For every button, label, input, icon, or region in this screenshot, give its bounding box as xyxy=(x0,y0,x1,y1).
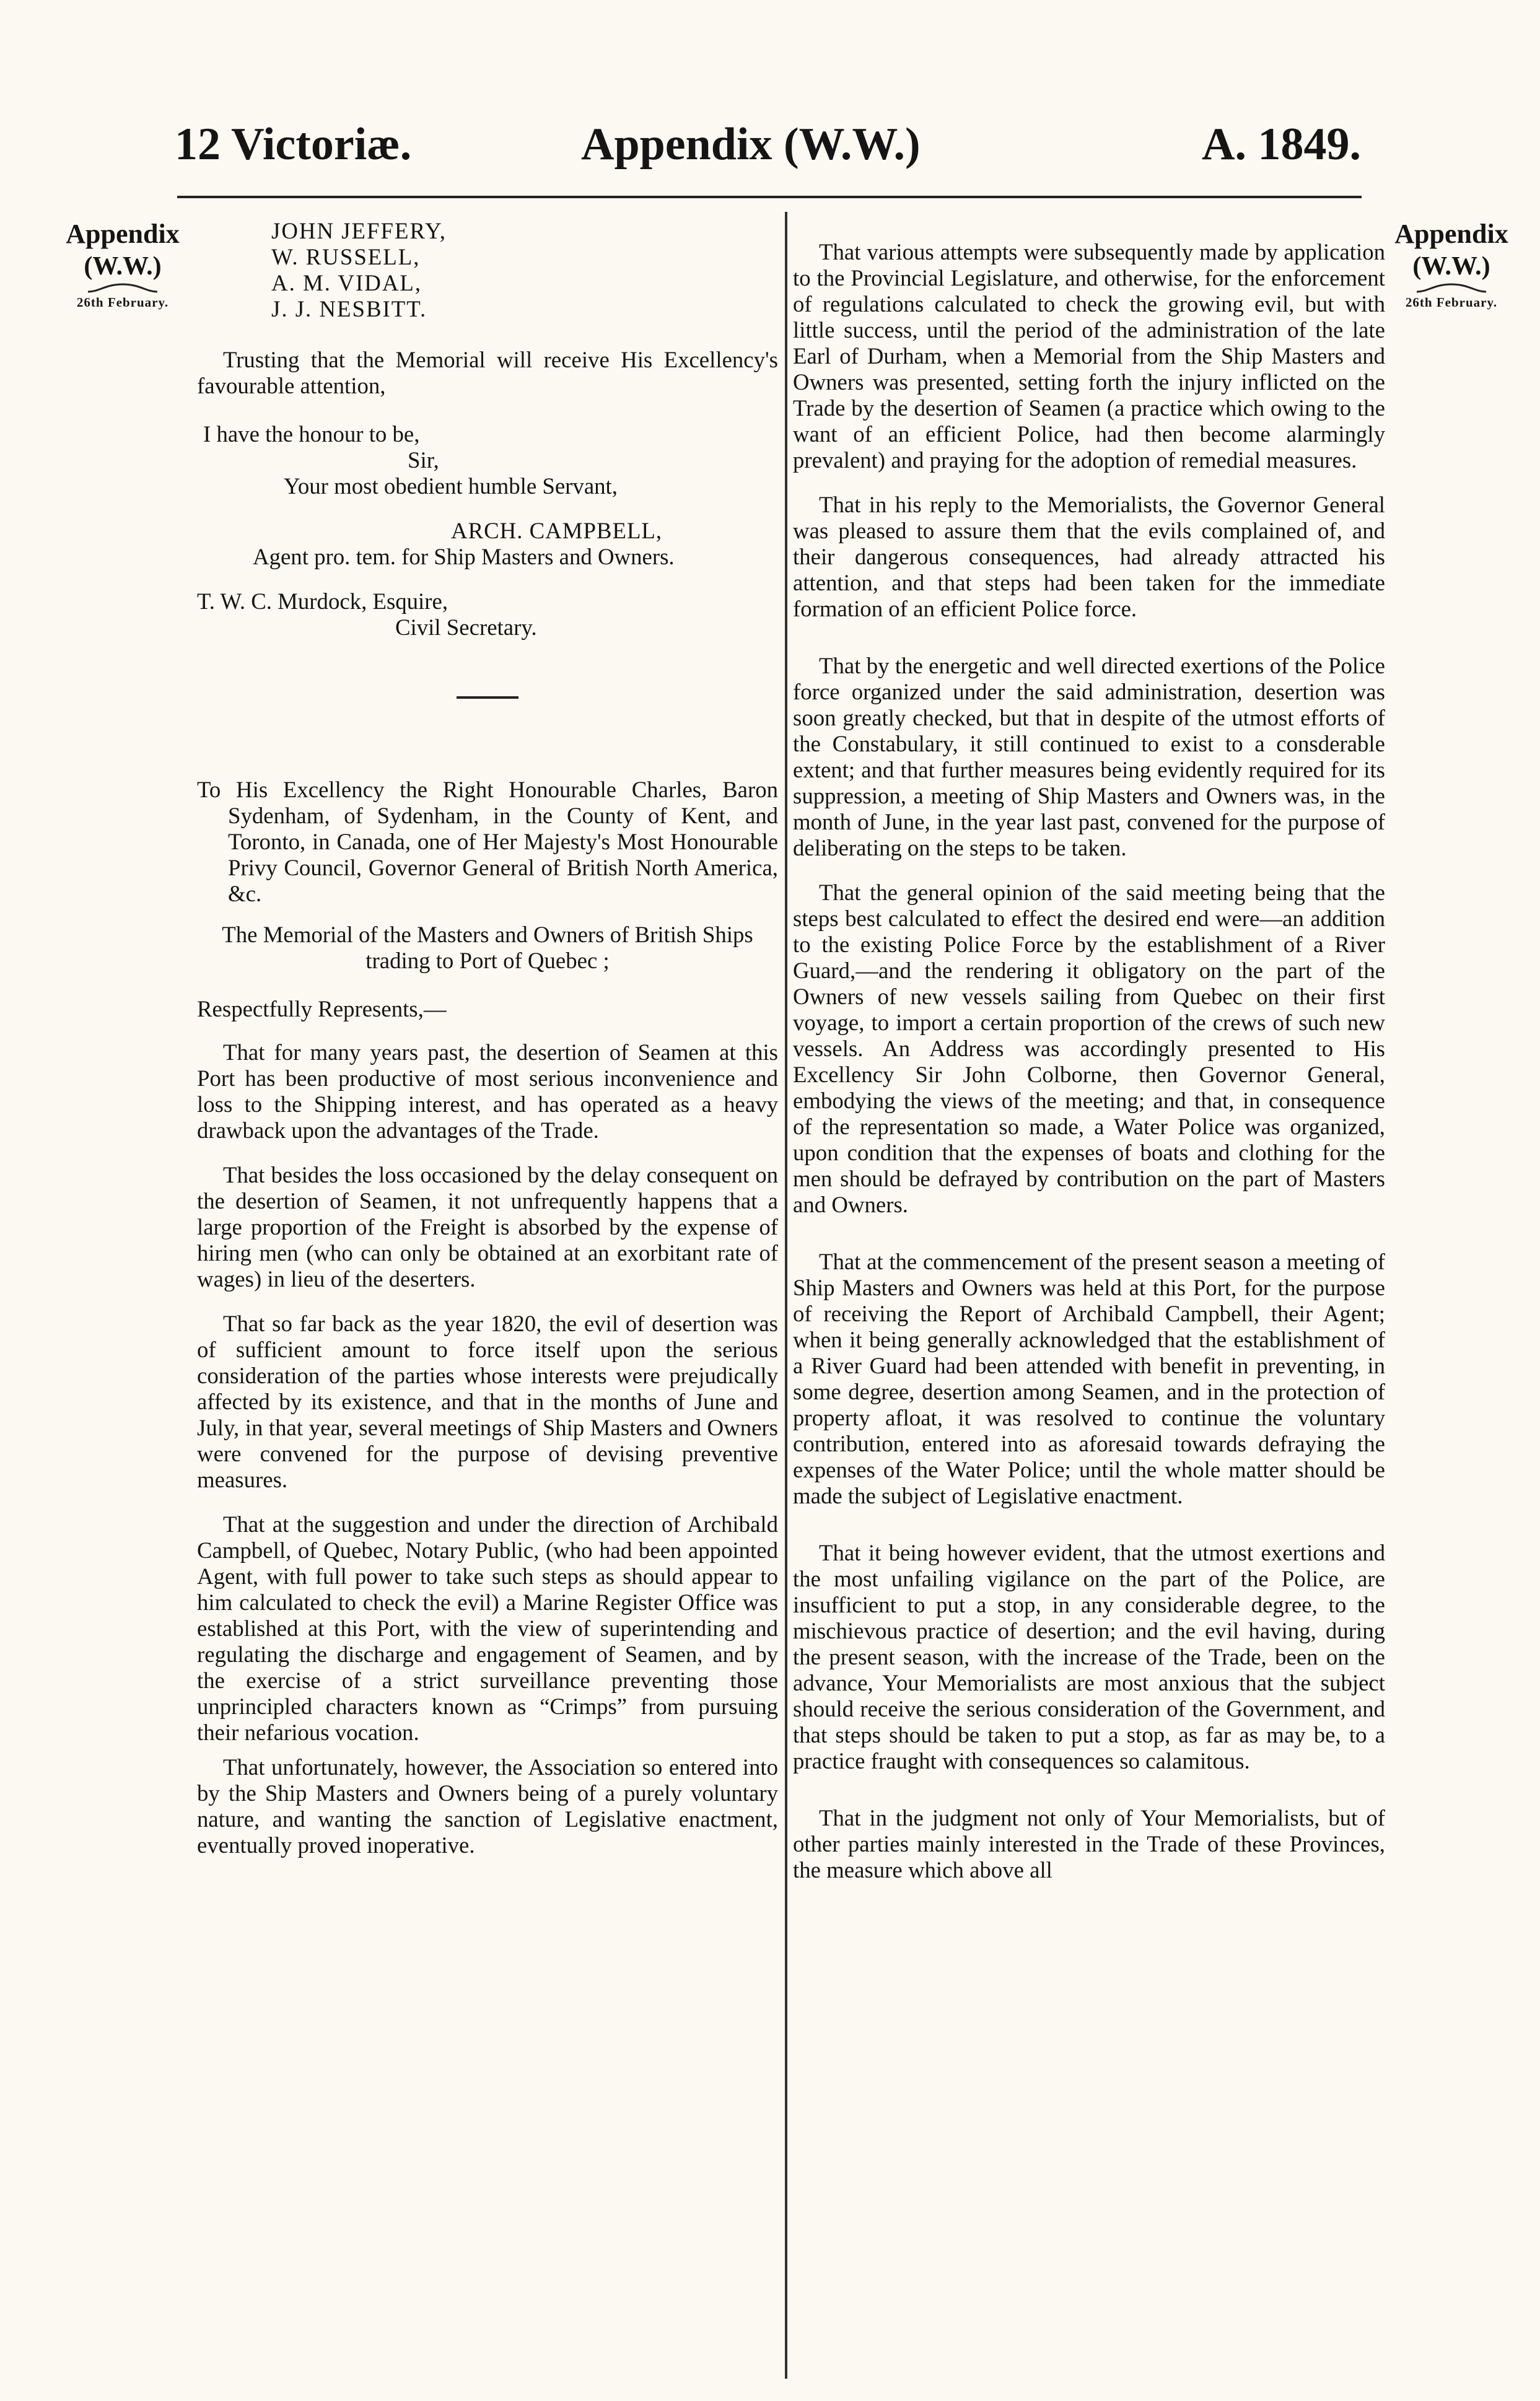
memorial-represents: Respectfully Represents,— xyxy=(197,996,447,1021)
margin-date: 26th February. xyxy=(1405,295,1498,310)
signatory: J. J. NESBITT. xyxy=(271,296,427,321)
closing-servant: Your most obedient humble Servant, xyxy=(284,473,618,499)
memorial-paragraph: That in the judgment not only of Your Memorialists, but of other parties mainly interested in the Trade of these Provinces, the measure which above all xyxy=(793,1805,1385,1883)
running-head-appendix: Appendix (W.W.) xyxy=(581,119,921,170)
memorial-paragraph: That at the commencement of the present season a meeting of Ship Masters and Owners was held at this Port, for the purpose of receiving the Report of Archibald Campbell, their Agent; when it being generally acknowledged that the establishment of a River Guard had been attended with benefit in preventing, in some degree, desertion among Seamen, and in the protection of property afloat, it was resolved to continue the voluntary contribution, entered into as aforesaid towards defraying the expenses of the Water Police; until the whole matter should be made the subject of Legislative enactment. xyxy=(793,1249,1385,1508)
addressee-name: T. W. C. Murdock, Esquire, xyxy=(197,588,448,614)
memorial-paragraph: That unfortunately, however, the Association so entered into by the Ship Masters and Owners being of a purely voluntary nature, and wanting the sanction of Legislative enactment, eventually proved inoperative. xyxy=(197,1754,778,1858)
left-column xyxy=(197,218,778,1858)
memorial-title: The Memorial of the Masters and Owners of British Ships trading to Port of Quebec ; xyxy=(222,922,753,973)
memorial-paragraph: That besides the loss occasioned by the delay consequent on the desertion of Seamen, it not unfrequently happens that a large proportion of the Freight is absorbed by the expense of hiring men (who can only be obtained at an exorbitant rate of wages) in lieu of the deserters. xyxy=(197,1162,778,1292)
margin-appendix-code: (W.W.) xyxy=(84,251,162,281)
closing-sentence: Trusting that the Memorial will receive His Excellency's favourable attention, xyxy=(197,347,778,398)
signatory: JOHN JEFFERY, xyxy=(271,218,447,243)
margin-appendix-code: (W.W.) xyxy=(1412,251,1490,281)
margin-appendix-label: Appendix xyxy=(1394,219,1508,249)
signatory: W. RUSSELL, xyxy=(271,244,421,269)
memorial-paragraph: That it being however evident, that the utmost exertions and the most unfailing vigilance on the part of the Police, are insufficient to put a stop, in any considerable degree, to the mischievous practice of desertion; and the evil having, during the present season, with the increase of the Trade, been on the advance, Your Memorialists are most anxious that the subject should receive the serious consideration of the Government, and that steps should be taken to put a stop, as far as may be, to a practice fraught with consequences so calamitous. xyxy=(793,1540,1385,1773)
memorial-paragraph: That by the energetic and well directed exertions of the Police force organized under the said administration, desertion was soon greatly checked, but that in despite of the utmost efforts of the Constabulary, it still continued to exist to a consderable extent; and that further measures being evidently required for its suppression, a meeting of Ship Masters and Owners was, in the month of June, in the year last past, convened for the purpose of deliberating on the steps to be taken. xyxy=(793,653,1385,860)
signature-title: Agent pro. tem. for Ship Masters and Owners. xyxy=(253,544,675,569)
memorial-paragraph: That various attempts were subsequently made by application to the Provincial Legislature, and otherwise, for the enforcement of regulations calculated to check the growing evil, but with little success, until the period of the administration of the late Earl of Durham, when a Memorial from the Ship Masters and Owners was presented, setting forth the injury inflicted on the Trade by the desertion of Seamen (a practice which owing to the want of an efficient Police, had then become alarmingly prevalent) and praying for the adoption of remedial measures. xyxy=(793,239,1385,473)
running-head-session: 12 Victoriæ. xyxy=(175,119,412,170)
margin-appendix-label: Appendix xyxy=(66,219,180,249)
margin-note-left xyxy=(48,218,197,310)
signatory: A. M. VIDAL, xyxy=(271,270,422,295)
column-divider xyxy=(785,212,787,2379)
memorial-paragraph: That for many years past, the desertion of Seamen at this Port has been productive of most serious inconvenience and loss to the Shipping interest, and has operated as a heavy drawback upon the advantages of the Trade. xyxy=(197,1039,778,1143)
addressee-title: Civil Secretary. xyxy=(395,614,537,640)
header-rule xyxy=(177,196,1362,198)
margin-date: 26th February. xyxy=(76,295,169,310)
signature-name: ARCH. CAMPBELL, xyxy=(451,518,663,543)
running-head-year: A. 1849. xyxy=(1202,119,1361,170)
memorial-paragraph: That in his reply to the Memorialists, the Governor General was pleased to assure them that the evils complained of, and their dangerous consequences, had already attracted his attention, and that steps had been taken for the immediate formation of an efficient Police force. xyxy=(793,492,1385,621)
memorial-address: To His Excellency the Right Honourable Charles, Baron Sydenham, of Sydenham, in the County of Kent, and Toronto, in Canada, one of Her Majesty's Most Honourable Privy Council, Governor General of British North America, &c. xyxy=(197,777,778,906)
memorial-paragraph: That so far back as the year 1820, the evil of desertion was of sufficient amount to force itself upon the serious consideration of the parties whose interests were prejudically affected by its existence, and that in the months of June and July, in that year, several meetings of Ship Masters and Owners were convened for the purpose of devising preventive measures. xyxy=(197,1311,778,1492)
closing-salutation: Sir, xyxy=(408,447,439,473)
memorial-paragraph: That at the suggestion and under the direction of Archibald Campbell, of Quebec, Notary Public, (who had been appointed Agent, with full power to take such steps as should appear to him calculated to check the evil) a Marine Register Office was established at this Port, with the view of superintending and regulating the discharge and engagement of Seamen, and by the exercise of a strict surveillance preventing those unprincipled characters known as “Crimps” from pursuing their nefarious vocation. xyxy=(197,1511,778,1745)
margin-note-right xyxy=(1374,218,1529,310)
memorial-paragraph: That the general opinion of the said meeting being that the steps best calculated to effect the desired end were—an addition to the existing Police Force by the establishment of a River Guard,—and the rendering it obligatory on the part of the Owners of new vessels sailing from Quebec on their first voyage, to import a certain proportion of the crews of such new vessels. An Address was accordingly presented to His Excellency Sir John Colborne, then Governor General, embodying the views of the meeting; and that, in consequence of the representation so made, a Water Police was organized, upon condition that the expenses of boats and clothing for the men should be defrayed by contribution on the part of Masters and Owners. xyxy=(793,880,1385,1217)
closing-honour: I have the honour to be, xyxy=(203,421,420,447)
flourish-ornament-icon xyxy=(1414,282,1489,295)
right-column xyxy=(793,218,1385,1883)
flourish-ornament-icon xyxy=(85,282,160,295)
